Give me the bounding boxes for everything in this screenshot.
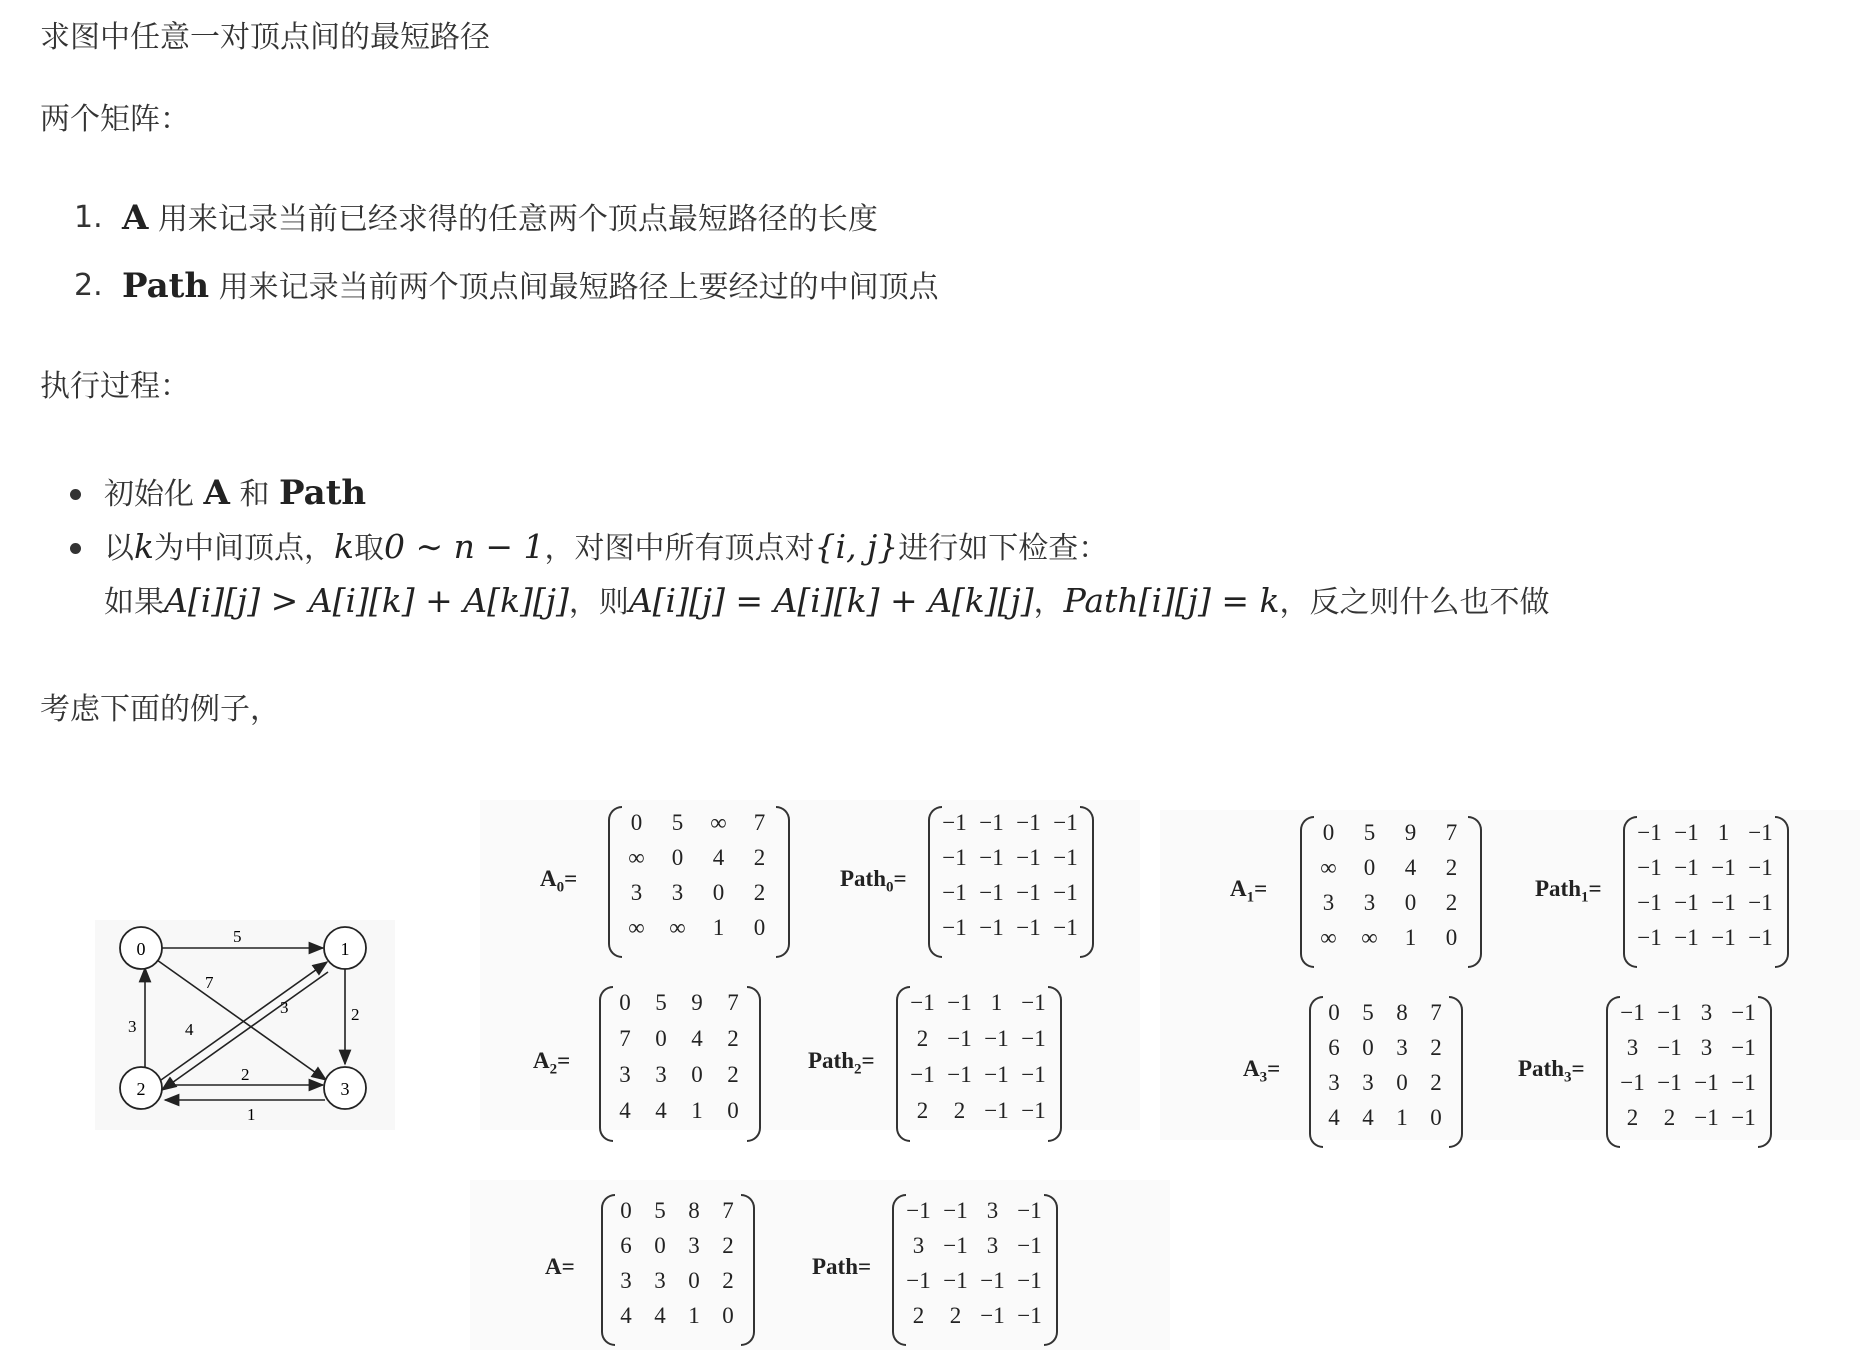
matrix-label: Path$_2$= bbox=[808, 1048, 875, 1078]
matrix-cell: −1 bbox=[942, 810, 967, 835]
math-pair: {i, j} bbox=[814, 527, 899, 566]
matrix-cell: −1 bbox=[1711, 855, 1736, 880]
matrix-cell: 1 bbox=[990, 990, 1003, 1015]
matrix-cell: 0 bbox=[712, 880, 725, 905]
process-steps bbox=[40, 467, 1549, 629]
matrix-symbol-path: Path bbox=[122, 266, 210, 306]
matrix-cell: −1 bbox=[984, 1098, 1009, 1123]
matrix-cell: −1 bbox=[1016, 845, 1041, 870]
matrix-cell: −1 bbox=[1711, 925, 1736, 950]
matrix-cell: −1 bbox=[1016, 880, 1041, 905]
matrix-cell: −1 bbox=[980, 1268, 1005, 1293]
matrix-cell: 3 bbox=[671, 880, 684, 905]
math-k: k bbox=[334, 527, 354, 566]
matrix-bracket-right bbox=[1468, 816, 1482, 968]
matrix-cell: 3 bbox=[654, 1268, 666, 1293]
matrix-cell: 3 bbox=[1700, 1000, 1713, 1025]
example-heading: 考虑下面的例子， bbox=[40, 692, 280, 727]
matrix-label: Path$_0$= bbox=[840, 866, 907, 896]
matrix-cell: 3 bbox=[1626, 1035, 1639, 1060]
matrix-cell: −1 bbox=[1748, 820, 1773, 845]
matrix-cell: −1 bbox=[1620, 1070, 1645, 1095]
matrix-grid bbox=[1614, 1000, 1762, 1140]
matrix-cell: −1 bbox=[1694, 1070, 1719, 1095]
matrix-cell: −1 bbox=[947, 1026, 972, 1051]
matrix-label: $A_2=$ bbox=[533, 1048, 571, 1078]
matrix-cell: −1 bbox=[906, 1268, 931, 1293]
matrix-cell: −1 bbox=[942, 880, 967, 905]
matrix-cell: 4 bbox=[712, 845, 725, 870]
matrix-cell: ∞ bbox=[669, 915, 686, 940]
list-item bbox=[40, 521, 1549, 629]
matrix-grid bbox=[616, 810, 780, 950]
matrix-cell: 0 bbox=[620, 1198, 632, 1223]
list-number: 2. bbox=[74, 268, 103, 303]
matrix-cell: −1 bbox=[1637, 855, 1662, 880]
matrix-cell: −1 bbox=[1017, 1303, 1042, 1328]
matrix-cell: −1 bbox=[980, 1303, 1005, 1328]
matrix-bracket-right bbox=[1080, 806, 1094, 958]
matrix-cell: −1 bbox=[1017, 1268, 1042, 1293]
matrix-cell: 2 bbox=[727, 1062, 739, 1087]
matrix-cell: −1 bbox=[947, 1062, 972, 1087]
list-number: 1. bbox=[74, 200, 103, 235]
matrix-cell: 9 bbox=[1404, 820, 1417, 845]
matrix-cell: 2 bbox=[722, 1268, 734, 1293]
matrix-cell: 3 bbox=[619, 1062, 631, 1087]
matrix-label: $A_3=$ bbox=[1243, 1056, 1281, 1086]
matrix-cell: 2 bbox=[949, 1303, 962, 1328]
edge-weight: 4 bbox=[185, 1020, 194, 1039]
step-text: 为中间顶点， bbox=[154, 531, 334, 566]
graph-node bbox=[120, 1067, 162, 1109]
matrix-cell: −1 bbox=[979, 810, 1004, 835]
matrix-definition-list bbox=[40, 198, 939, 334]
matrix-cell: 0 bbox=[671, 845, 684, 870]
matrix-bracket-right bbox=[1044, 1194, 1058, 1346]
matrix-cell: 0 bbox=[1322, 820, 1335, 845]
matrix-cell: 3 bbox=[1362, 1070, 1374, 1095]
matrix-cell: 4 bbox=[1362, 1105, 1374, 1130]
matrix-cell: 3 bbox=[986, 1198, 999, 1223]
matrix-grid bbox=[936, 810, 1084, 950]
matrix-cell: 4 bbox=[1404, 855, 1417, 880]
matrix-cell: 0 bbox=[1396, 1070, 1408, 1095]
math-range: 0 ∼ n − 1 bbox=[384, 527, 545, 566]
matrix-cell: −1 bbox=[979, 845, 1004, 870]
matrix-cell: −1 bbox=[1016, 915, 1041, 940]
matrix-cell: 2 bbox=[1663, 1105, 1676, 1130]
matrix-cell: 2 bbox=[916, 1098, 929, 1123]
matrix-cell: 0 bbox=[1362, 1035, 1374, 1060]
matrix-cell: 7 bbox=[1445, 820, 1458, 845]
matrix-cell: 5 bbox=[655, 990, 667, 1015]
svg-text:2: 2 bbox=[136, 1079, 146, 1099]
step-text: ，对图中所有顶点对 bbox=[544, 531, 815, 566]
matrix-cell: 3 bbox=[688, 1233, 700, 1258]
matrix-cell: −1 bbox=[1021, 1098, 1046, 1123]
edge-weight: 2 bbox=[351, 1005, 360, 1024]
matrix-cell: 0 bbox=[1430, 1105, 1442, 1130]
matrix-grid bbox=[904, 990, 1052, 1134]
matrix-cell: 9 bbox=[691, 990, 703, 1015]
matrix-cell: −1 bbox=[1731, 1035, 1756, 1060]
svg-text:0: 0 bbox=[136, 939, 146, 959]
matrix-cell: 3 bbox=[655, 1062, 667, 1087]
step-text: 以 bbox=[104, 531, 134, 566]
matrix-label: A= bbox=[545, 1254, 575, 1279]
matrix-cell: 2 bbox=[916, 1026, 929, 1051]
matrix-label: Path$_3$= bbox=[1518, 1056, 1585, 1086]
matrix-cell: −1 bbox=[1053, 845, 1078, 870]
matrix-cell: −1 bbox=[1053, 880, 1078, 905]
math-condition: A[i][j] > A[i][k] + A[k][j] bbox=[164, 581, 569, 620]
matrix-cell: −1 bbox=[1731, 1105, 1756, 1130]
example-graph bbox=[95, 920, 395, 1130]
matrix-cell: −1 bbox=[1021, 990, 1046, 1015]
edge-weight: 3 bbox=[128, 1017, 137, 1036]
matrix-cell: 5 bbox=[654, 1198, 666, 1223]
matrix-cell: 7 bbox=[722, 1198, 734, 1223]
matrix-cell: 5 bbox=[1362, 1000, 1374, 1025]
matrix-cell: ∞ bbox=[1320, 855, 1337, 880]
matrix-cell: 2 bbox=[1445, 890, 1458, 915]
matrix-cell: −1 bbox=[1748, 890, 1773, 915]
matrix-cell: −1 bbox=[1017, 1233, 1042, 1258]
matrix-cell: −1 bbox=[979, 880, 1004, 905]
matrix-label: $A_0=$ bbox=[540, 866, 578, 896]
matrix-cell: 3 bbox=[1363, 890, 1376, 915]
matrix-cell: −1 bbox=[1711, 890, 1736, 915]
matrix-cell: 2 bbox=[1445, 855, 1458, 880]
page-title: 求图中任意一对顶点间的最短路径 bbox=[40, 20, 490, 55]
edge-weight: 7 bbox=[205, 973, 214, 992]
bullet-icon bbox=[70, 543, 81, 554]
bullet-icon bbox=[70, 489, 81, 500]
process-heading: 执行过程： bbox=[40, 369, 190, 404]
matrix-cell: 2 bbox=[912, 1303, 925, 1328]
matrix-cell: 3 bbox=[1322, 890, 1335, 915]
matrix-cell: −1 bbox=[910, 990, 935, 1015]
matrix-cell: 0 bbox=[630, 810, 643, 835]
edge-weight: 3 bbox=[280, 998, 289, 1017]
matrix-cell: −1 bbox=[1694, 1105, 1719, 1130]
step-text: ，反之则什么也不做 bbox=[1279, 585, 1550, 620]
matrix-cell: −1 bbox=[947, 990, 972, 1015]
matrix-cell: −1 bbox=[1657, 1035, 1682, 1060]
matrix-cell: 4 bbox=[620, 1303, 632, 1328]
matrix-grid bbox=[900, 1198, 1048, 1338]
list-text: 用来记录当前两个顶点间最短路径上要经过的中间顶点 bbox=[218, 270, 939, 305]
matrix-cell: −1 bbox=[1731, 1070, 1756, 1095]
matrix-cell: −1 bbox=[942, 915, 967, 940]
matrix-cell: 4 bbox=[655, 1098, 667, 1123]
matrix-cell: 1 bbox=[1717, 820, 1730, 845]
matrix-cell: −1 bbox=[1053, 810, 1078, 835]
matrix-cell: −1 bbox=[1021, 1026, 1046, 1051]
matrix-cell: −1 bbox=[943, 1268, 968, 1293]
matrix-cell: −1 bbox=[910, 1062, 935, 1087]
matrix-cell: −1 bbox=[1657, 1070, 1682, 1095]
symbol-path: Path bbox=[279, 473, 367, 513]
matrix-cell: ∞ bbox=[1320, 925, 1337, 950]
matrix-cell: 1 bbox=[688, 1303, 700, 1328]
step-text: ，则 bbox=[568, 585, 629, 620]
svg-text:1: 1 bbox=[340, 939, 350, 959]
matrix-bracket-right bbox=[1758, 996, 1772, 1148]
matrix-label: $A_1=$ bbox=[1230, 876, 1268, 906]
matrix-cell: −1 bbox=[1748, 925, 1773, 950]
matrix-cell: 2 bbox=[1430, 1070, 1442, 1095]
matrix-grid bbox=[609, 1198, 745, 1338]
step-text: 和 bbox=[239, 477, 270, 512]
matrix-cell: −1 bbox=[1637, 820, 1662, 845]
matrix-cell: 3 bbox=[630, 880, 643, 905]
matrix-cell: 1 bbox=[1404, 925, 1417, 950]
matrix-cell: 0 bbox=[1363, 855, 1376, 880]
svg-text:3: 3 bbox=[340, 1079, 350, 1099]
matrix-cell: 7 bbox=[727, 990, 739, 1015]
matrix-grid bbox=[1308, 820, 1472, 960]
matrix-cell: −1 bbox=[1657, 1000, 1682, 1025]
matrix-cell: 0 bbox=[722, 1303, 734, 1328]
matrix-cell: 4 bbox=[1328, 1105, 1340, 1130]
matrix-cell: 8 bbox=[688, 1198, 700, 1223]
matrix-cell: −1 bbox=[943, 1233, 968, 1258]
matrix-cell: −1 bbox=[1674, 890, 1699, 915]
math-assignment: A[i][j] = A[i][k] + A[k][j] bbox=[628, 581, 1034, 620]
matrix-cell: 7 bbox=[619, 1026, 631, 1051]
matrix-symbol-a: A bbox=[122, 198, 149, 238]
symbol-a: A bbox=[203, 473, 230, 513]
matrix-cell: 3 bbox=[1328, 1070, 1340, 1095]
matrix-cell: −1 bbox=[1021, 1062, 1046, 1087]
matrix-cell: −1 bbox=[1016, 810, 1041, 835]
matrix-cell: 1 bbox=[712, 915, 725, 940]
matrix-cell: 2 bbox=[1430, 1035, 1442, 1060]
matrix-cell: 6 bbox=[620, 1233, 632, 1258]
matrix-cell: 0 bbox=[654, 1233, 666, 1258]
matrix-cell: −1 bbox=[906, 1198, 931, 1223]
matrix-cell: ∞ bbox=[710, 810, 727, 835]
matrix-cell: 0 bbox=[1445, 925, 1458, 950]
matrix-cell: 2 bbox=[727, 1026, 739, 1051]
matrix-cell: 3 bbox=[620, 1268, 632, 1293]
matrix-cell: −1 bbox=[1731, 1000, 1756, 1025]
matrix-cell: −1 bbox=[979, 915, 1004, 940]
matrix-cell: −1 bbox=[1620, 1000, 1645, 1025]
matrix-bracket-right bbox=[1048, 986, 1062, 1142]
matrix-bracket-right bbox=[1775, 816, 1789, 968]
matrix-cell: 4 bbox=[654, 1303, 666, 1328]
matrix-cell: 6 bbox=[1328, 1035, 1340, 1060]
matrix-cell: −1 bbox=[984, 1026, 1009, 1051]
matrix-grid bbox=[1631, 820, 1779, 960]
matrix-cell: 4 bbox=[619, 1098, 631, 1123]
matrix-cell: 8 bbox=[1396, 1000, 1408, 1025]
edge-weight: 1 bbox=[247, 1105, 256, 1124]
matrix-cell: −1 bbox=[942, 845, 967, 870]
matrix-bracket-right bbox=[1449, 996, 1463, 1148]
matrix-bracket-right bbox=[747, 986, 761, 1142]
matrix-cell: 7 bbox=[753, 810, 766, 835]
matrix-label: Path= bbox=[812, 1254, 872, 1279]
edge-weight: 5 bbox=[233, 927, 242, 946]
matrix-cell: 4 bbox=[691, 1026, 703, 1051]
matrix-label: Path$_1$= bbox=[1535, 876, 1602, 906]
list-text: 用来记录当前已经求得的任意两个顶点最短路径的长度 bbox=[157, 202, 878, 237]
matrix-cell: 0 bbox=[1328, 1000, 1340, 1025]
step-text: 进行如下检查： bbox=[898, 531, 1109, 566]
matrix-cell: −1 bbox=[984, 1062, 1009, 1087]
matrix-cell: 2 bbox=[1626, 1105, 1639, 1130]
matrix-cell: 1 bbox=[1396, 1105, 1408, 1130]
step-text: 取 bbox=[354, 531, 384, 566]
step-text: ， bbox=[1033, 585, 1064, 620]
math-path-assignment: Path[i][j] = k bbox=[1063, 581, 1280, 620]
graph-node bbox=[324, 1067, 366, 1109]
matrix-grid bbox=[1317, 1000, 1453, 1140]
matrix-cell: −1 bbox=[1637, 890, 1662, 915]
matrix-cell: 0 bbox=[753, 915, 766, 940]
matrix-cell: 3 bbox=[912, 1233, 925, 1258]
step-text: 初始化 bbox=[104, 477, 194, 512]
matrix-bracket-right bbox=[776, 806, 790, 958]
matrix-cell: ∞ bbox=[628, 915, 645, 940]
graph-node bbox=[324, 927, 366, 969]
matrix-grid bbox=[607, 990, 751, 1134]
list-item bbox=[40, 266, 939, 306]
matrix-cell: 3 bbox=[1700, 1035, 1713, 1060]
matrix-cell: 0 bbox=[727, 1098, 739, 1123]
matrix-cell: ∞ bbox=[628, 845, 645, 870]
matrix-cell: 3 bbox=[986, 1233, 999, 1258]
edge-weight: 2 bbox=[241, 1065, 250, 1084]
matrix-cell: 7 bbox=[1430, 1000, 1442, 1025]
matrix-cell: −1 bbox=[1748, 855, 1773, 880]
graph-node bbox=[120, 927, 162, 969]
matrix-cell: −1 bbox=[1637, 925, 1662, 950]
matrix-cell: −1 bbox=[1674, 855, 1699, 880]
matrix-cell: ∞ bbox=[1361, 925, 1378, 950]
matrix-bracket-right bbox=[741, 1194, 755, 1346]
matrix-cell: 0 bbox=[1404, 890, 1417, 915]
matrix-cell: 2 bbox=[953, 1098, 966, 1123]
matrix-cell: 0 bbox=[655, 1026, 667, 1051]
matrix-cell: 2 bbox=[722, 1233, 734, 1258]
matrix-cell: 0 bbox=[691, 1062, 703, 1087]
list-item bbox=[40, 467, 1549, 521]
matrix-cell: 3 bbox=[1396, 1035, 1408, 1060]
matrix-cell: −1 bbox=[1017, 1198, 1042, 1223]
matrix-cell: −1 bbox=[1674, 925, 1699, 950]
step-text: 如果 bbox=[104, 585, 164, 620]
math-k: k bbox=[134, 527, 154, 566]
matrices-heading: 两个矩阵： bbox=[40, 102, 190, 137]
matrix-cell: −1 bbox=[1053, 915, 1078, 940]
matrix-cell: 2 bbox=[753, 845, 766, 870]
matrix-cell: 5 bbox=[671, 810, 684, 835]
list-item bbox=[40, 198, 939, 238]
matrix-cell: 1 bbox=[691, 1098, 703, 1123]
matrix-cell: 0 bbox=[619, 990, 631, 1015]
matrix-cell: 5 bbox=[1363, 820, 1376, 845]
matrix-cell: −1 bbox=[1674, 820, 1699, 845]
matrix-cell: −1 bbox=[943, 1198, 968, 1223]
matrix-cell: 0 bbox=[688, 1268, 700, 1293]
matrix-cell: 2 bbox=[753, 880, 766, 905]
